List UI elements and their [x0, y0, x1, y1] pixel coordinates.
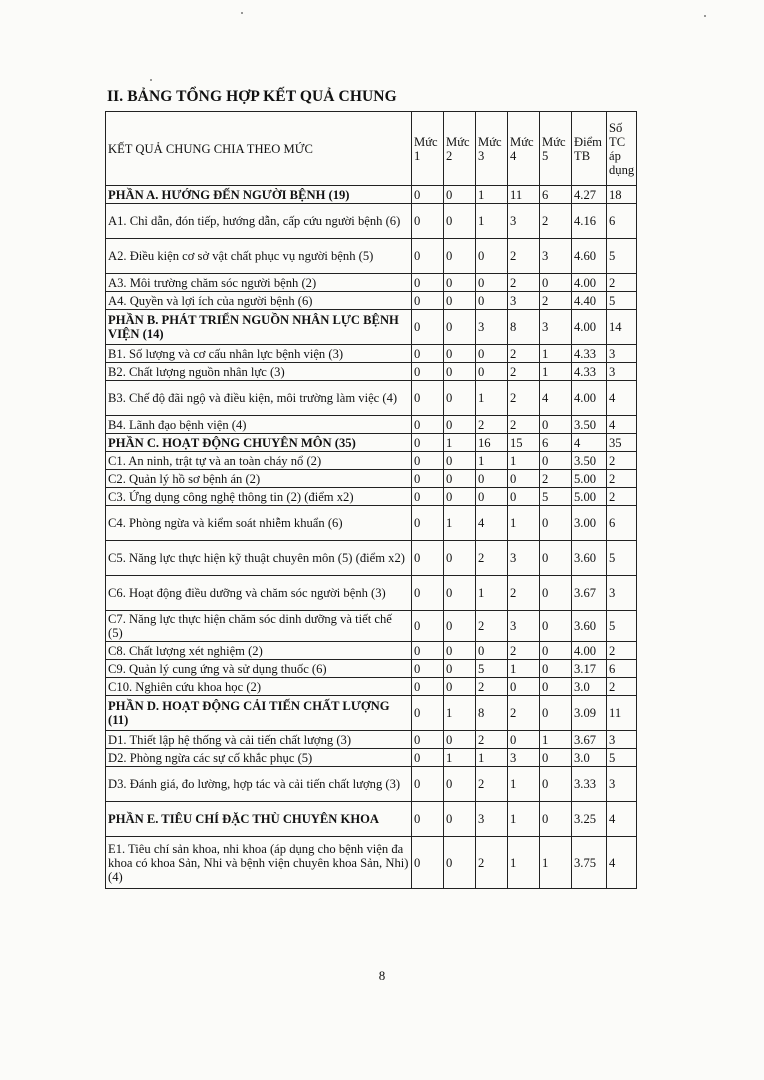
row-cell-m4: 2: [508, 274, 540, 292]
row-cell-tb: 4.60: [572, 239, 607, 274]
row-cell-so: 4: [607, 802, 637, 837]
row-cell-so: 14: [607, 310, 637, 345]
row-cell-m5: 6: [540, 186, 572, 204]
row-cell-tb: 4.16: [572, 204, 607, 239]
row-cell-m3: 0: [476, 363, 508, 381]
row-cell-m1: 0: [412, 767, 444, 802]
row-cell-so: 2: [607, 678, 637, 696]
row-cell-m5: 6: [540, 434, 572, 452]
row-cell-m4: 1: [508, 506, 540, 541]
table-row: [106, 678, 637, 696]
row-cell-m4: 1: [508, 452, 540, 470]
scan-speck: [150, 79, 152, 81]
row-label: C2. Quản lý hồ sơ bệnh án (2): [106, 470, 412, 488]
row-cell-so: 6: [607, 506, 637, 541]
row-cell-so: 3: [607, 731, 637, 749]
row-cell-m1: 0: [412, 837, 444, 889]
row-cell-m4: 1: [508, 837, 540, 889]
row-cell-tb: 3.0: [572, 678, 607, 696]
row-cell-m5: 1: [540, 731, 572, 749]
row-cell-m2: 0: [444, 488, 476, 506]
row-cell-tb: 3.00: [572, 506, 607, 541]
row-cell-m1: 0: [412, 434, 444, 452]
row-cell-m5: 0: [540, 274, 572, 292]
section-title: II. BẢNG TỔNG HỢP KẾT QUẢ CHUNG: [107, 88, 397, 105]
row-cell-m3: 2: [476, 767, 508, 802]
row-cell-m5: 1: [540, 363, 572, 381]
table-row: [106, 731, 637, 749]
table-row: [106, 488, 637, 506]
row-cell-m4: 11: [508, 186, 540, 204]
row-cell-m3: 1: [476, 186, 508, 204]
row-cell-m3: 2: [476, 678, 508, 696]
row-cell-m5: 0: [540, 749, 572, 767]
row-cell-m4: 2: [508, 345, 540, 363]
row-cell-m4: 0: [508, 488, 540, 506]
row-cell-m3: 0: [476, 642, 508, 660]
row-cell-m2: 0: [444, 541, 476, 576]
row-label: C4. Phòng ngừa và kiểm soát nhiễm khuẩn (6): [106, 506, 412, 541]
row-label: PHẦN C. HOẠT ĐỘNG CHUYÊN MÔN (35): [106, 434, 412, 452]
row-cell-so: 5: [607, 239, 637, 274]
row-cell-m4: 2: [508, 363, 540, 381]
row-cell-m3: 4: [476, 506, 508, 541]
row-cell-m1: 0: [412, 660, 444, 678]
row-cell-m3: 2: [476, 611, 508, 642]
row-cell-so: 2: [607, 274, 637, 292]
row-cell-m1: 0: [412, 470, 444, 488]
row-cell-tb: 3.75: [572, 837, 607, 889]
row-cell-m2: 0: [444, 381, 476, 416]
row-label: C1. An ninh, trật tự và an toàn cháy nổ (2): [106, 452, 412, 470]
row-cell-m2: 0: [444, 837, 476, 889]
row-cell-m5: 4: [540, 381, 572, 416]
row-cell-m5: 0: [540, 678, 572, 696]
row-cell-m4: 8: [508, 310, 540, 345]
row-label: PHẦN D. HOẠT ĐỘNG CẢI TIẾN CHẤT LƯỢNG (11): [106, 696, 412, 731]
header-level-3: Mức 3: [476, 112, 508, 186]
row-cell-m5: 0: [540, 696, 572, 731]
row-cell-so: 3: [607, 767, 637, 802]
row-cell-so: 6: [607, 204, 637, 239]
row-cell-m1: 0: [412, 274, 444, 292]
row-cell-tb: 5.00: [572, 488, 607, 506]
row-cell-m4: 1: [508, 660, 540, 678]
header-average-score: Điểm TB: [572, 112, 607, 186]
row-cell-m5: 0: [540, 541, 572, 576]
row-cell-m5: 0: [540, 802, 572, 837]
row-cell-m4: 3: [508, 541, 540, 576]
row-cell-m2: 0: [444, 767, 476, 802]
row-cell-m5: 0: [540, 506, 572, 541]
row-label: PHẦN A. HƯỚNG ĐẾN NGƯỜI BỆNH (19): [106, 186, 412, 204]
row-cell-m1: 0: [412, 204, 444, 239]
table-header-row: [106, 112, 637, 186]
row-cell-m4: 2: [508, 416, 540, 434]
row-label: C5. Năng lực thực hiện kỹ thuật chuyên môn (5) (điểm x2): [106, 541, 412, 576]
header-level-1: Mức 1: [412, 112, 444, 186]
row-cell-m4: 15: [508, 434, 540, 452]
row-cell-m2: 1: [444, 434, 476, 452]
row-cell-m2: 0: [444, 678, 476, 696]
row-cell-m1: 0: [412, 696, 444, 731]
row-cell-m1: 0: [412, 488, 444, 506]
row-cell-m3: 1: [476, 204, 508, 239]
table-row: [106, 345, 637, 363]
row-cell-m1: 0: [412, 345, 444, 363]
row-cell-so: 11: [607, 696, 637, 731]
row-cell-m1: 0: [412, 506, 444, 541]
row-cell-tb: 4.33: [572, 363, 607, 381]
row-cell-m2: 0: [444, 576, 476, 611]
row-cell-m4: 0: [508, 470, 540, 488]
row-cell-m4: 2: [508, 696, 540, 731]
row-cell-m2: 0: [444, 345, 476, 363]
row-cell-m4: 3: [508, 204, 540, 239]
row-cell-so: 5: [607, 541, 637, 576]
header-level-5: Mức 5: [540, 112, 572, 186]
header-applied-count: Số TC áp dụng: [607, 112, 637, 186]
row-cell-m4: 3: [508, 292, 540, 310]
row-cell-tb: 3.67: [572, 731, 607, 749]
table-row: [106, 611, 637, 642]
row-cell-m4: 2: [508, 239, 540, 274]
table-row: [106, 239, 637, 274]
row-cell-m2: 0: [444, 274, 476, 292]
row-cell-m4: 3: [508, 611, 540, 642]
row-cell-tb: 3.50: [572, 452, 607, 470]
row-cell-m4: 2: [508, 642, 540, 660]
row-cell-m4: 3: [508, 749, 540, 767]
row-cell-m2: 0: [444, 660, 476, 678]
row-label: B1. Số lượng và cơ cấu nhân lực bệnh viện (3): [106, 345, 412, 363]
row-cell-so: 2: [607, 470, 637, 488]
row-cell-m3: 1: [476, 576, 508, 611]
row-cell-so: 4: [607, 837, 637, 889]
row-cell-m1: 0: [412, 731, 444, 749]
row-cell-m2: 0: [444, 611, 476, 642]
row-cell-so: 2: [607, 642, 637, 660]
row-cell-tb: 4.00: [572, 381, 607, 416]
row-cell-m5: 1: [540, 837, 572, 889]
row-cell-so: 2: [607, 452, 637, 470]
row-label: C6. Hoạt động điều dưỡng và chăm sóc người bệnh (3): [106, 576, 412, 611]
row-label: C8. Chất lượng xét nghiệm (2): [106, 642, 412, 660]
scan-speck: [241, 12, 243, 14]
row-cell-m2: 0: [444, 452, 476, 470]
row-cell-m1: 0: [412, 642, 444, 660]
table-row: [106, 837, 637, 889]
table-row: [106, 541, 637, 576]
row-cell-m5: 0: [540, 767, 572, 802]
row-cell-tb: 3.60: [572, 541, 607, 576]
row-cell-m2: 1: [444, 696, 476, 731]
row-cell-so: 5: [607, 749, 637, 767]
row-cell-m5: 0: [540, 642, 572, 660]
row-cell-m2: 1: [444, 506, 476, 541]
row-cell-tb: 4.27: [572, 186, 607, 204]
table-row: [106, 470, 637, 488]
row-cell-m5: 2: [540, 204, 572, 239]
row-cell-m2: 0: [444, 310, 476, 345]
section-row: [106, 802, 637, 837]
row-cell-m3: 1: [476, 452, 508, 470]
table-row: [106, 381, 637, 416]
row-cell-so: 3: [607, 576, 637, 611]
row-cell-tb: 3.50: [572, 416, 607, 434]
row-cell-tb: 3.25: [572, 802, 607, 837]
row-cell-tb: 4: [572, 434, 607, 452]
row-cell-m1: 0: [412, 576, 444, 611]
row-cell-m3: 0: [476, 292, 508, 310]
row-label: C7. Năng lực thực hiện chăm sóc dinh dưỡng và tiết chế (5): [106, 611, 412, 642]
row-cell-so: 4: [607, 381, 637, 416]
row-cell-m1: 0: [412, 749, 444, 767]
section-row: [106, 186, 637, 204]
row-label: D2. Phòng ngừa các sự cố khắc phục (5): [106, 749, 412, 767]
row-cell-so: 6: [607, 660, 637, 678]
row-cell-m1: 0: [412, 678, 444, 696]
row-cell-so: 35: [607, 434, 637, 452]
row-cell-m1: 0: [412, 416, 444, 434]
section-row: [106, 434, 637, 452]
header-label: KẾT QUẢ CHUNG CHIA THEO MỨC: [106, 112, 412, 186]
row-cell-m5: 1: [540, 345, 572, 363]
row-cell-m5: 3: [540, 239, 572, 274]
row-label: E1. Tiêu chí sản khoa, nhi khoa (áp dụng cho bệnh viện đa khoa có khoa Sản, Nhi và bệnh viện chuyên khoa Sản, Nhi) (4): [106, 837, 412, 889]
row-cell-m4: 2: [508, 576, 540, 611]
row-cell-m5: 0: [540, 452, 572, 470]
table-row: [106, 416, 637, 434]
row-cell-m4: 0: [508, 731, 540, 749]
table-row: [106, 452, 637, 470]
row-cell-tb: 3.09: [572, 696, 607, 731]
row-cell-m3: 2: [476, 416, 508, 434]
table-row: [106, 506, 637, 541]
row-cell-so: 18: [607, 186, 637, 204]
results-table: [105, 111, 637, 889]
row-cell-m3: 2: [476, 731, 508, 749]
row-cell-m5: 3: [540, 310, 572, 345]
row-cell-m2: 0: [444, 239, 476, 274]
row-cell-m1: 0: [412, 381, 444, 416]
row-cell-m3: 5: [476, 660, 508, 678]
row-cell-m5: 0: [540, 611, 572, 642]
table-row: [106, 204, 637, 239]
section-row: [106, 310, 637, 345]
row-cell-tb: 4.00: [572, 274, 607, 292]
table-row: [106, 292, 637, 310]
scan-speck: [704, 15, 706, 17]
row-label: A2. Điều kiện cơ sở vật chất phục vụ người bệnh (5): [106, 239, 412, 274]
row-cell-m2: 0: [444, 416, 476, 434]
row-cell-m3: 2: [476, 541, 508, 576]
row-label: PHẦN B. PHÁT TRIỂN NGUỒN NHÂN LỰC BỆNH VIỆN (14): [106, 310, 412, 345]
row-cell-m3: 3: [476, 310, 508, 345]
row-label: D3. Đánh giá, đo lường, hợp tác và cải tiến chất lượng (3): [106, 767, 412, 802]
table-row: [106, 274, 637, 292]
row-label: B4. Lãnh đạo bệnh viện (4): [106, 416, 412, 434]
table-row: [106, 660, 637, 678]
row-cell-tb: 4.00: [572, 642, 607, 660]
row-cell-m3: 0: [476, 239, 508, 274]
row-cell-m4: 1: [508, 802, 540, 837]
row-cell-so: 4: [607, 416, 637, 434]
row-cell-so: 3: [607, 363, 637, 381]
row-cell-m1: 0: [412, 292, 444, 310]
row-cell-tb: 4.00: [572, 310, 607, 345]
header-level-2: Mức 2: [444, 112, 476, 186]
header-level-4: Mức 4: [508, 112, 540, 186]
row-cell-m2: 0: [444, 802, 476, 837]
page-number: 8: [378, 968, 386, 983]
row-label: A4. Quyền và lợi ích của người bệnh (6): [106, 292, 412, 310]
row-label: B3. Chế độ đãi ngộ và điều kiện, môi trường làm việc (4): [106, 381, 412, 416]
row-cell-m5: 2: [540, 470, 572, 488]
table-row: [106, 767, 637, 802]
row-cell-tb: 4.40: [572, 292, 607, 310]
row-cell-m4: 1: [508, 767, 540, 802]
row-label: B2. Chất lượng nguồn nhân lực (3): [106, 363, 412, 381]
row-cell-m2: 0: [444, 204, 476, 239]
row-cell-m3: 3: [476, 802, 508, 837]
row-cell-m2: 1: [444, 749, 476, 767]
row-cell-m1: 0: [412, 452, 444, 470]
table-row: [106, 642, 637, 660]
row-cell-tb: 4.33: [572, 345, 607, 363]
row-cell-m1: 0: [412, 541, 444, 576]
row-cell-m3: 1: [476, 381, 508, 416]
row-cell-m2: 0: [444, 642, 476, 660]
row-cell-m3: 2: [476, 837, 508, 889]
row-cell-m3: 8: [476, 696, 508, 731]
row-cell-m1: 0: [412, 802, 444, 837]
row-cell-so: 5: [607, 611, 637, 642]
row-cell-so: 3: [607, 345, 637, 363]
row-cell-m3: 0: [476, 488, 508, 506]
row-cell-m1: 0: [412, 310, 444, 345]
row-cell-m1: 0: [412, 239, 444, 274]
row-cell-m4: 2: [508, 381, 540, 416]
row-cell-tb: 5.00: [572, 470, 607, 488]
row-cell-m3: 0: [476, 274, 508, 292]
row-label: A1. Chỉ dẫn, đón tiếp, hướng dẫn, cấp cứu người bệnh (6): [106, 204, 412, 239]
row-cell-m2: 0: [444, 292, 476, 310]
row-cell-tb: 3.33: [572, 767, 607, 802]
row-cell-m3: 0: [476, 470, 508, 488]
row-cell-m3: 1: [476, 749, 508, 767]
row-cell-m5: 0: [540, 660, 572, 678]
row-cell-tb: 3.0: [572, 749, 607, 767]
row-label: C3. Ứng dụng công nghệ thông tin (2) (điểm x2): [106, 488, 412, 506]
row-cell-m3: 16: [476, 434, 508, 452]
row-cell-m5: 0: [540, 416, 572, 434]
table-row: [106, 576, 637, 611]
row-cell-m3: 0: [476, 345, 508, 363]
row-cell-m5: 2: [540, 292, 572, 310]
table-row: [106, 749, 637, 767]
table-row: [106, 363, 637, 381]
row-cell-m2: 0: [444, 363, 476, 381]
section-row: [106, 696, 637, 731]
row-cell-m5: 0: [540, 576, 572, 611]
row-cell-m5: 5: [540, 488, 572, 506]
row-label: C10. Nghiên cứu khoa học (2): [106, 678, 412, 696]
row-cell-m1: 0: [412, 186, 444, 204]
row-cell-so: 2: [607, 488, 637, 506]
row-label: D1. Thiết lập hệ thống và cải tiến chất lượng (3): [106, 731, 412, 749]
row-cell-tb: 3.17: [572, 660, 607, 678]
row-cell-m1: 0: [412, 611, 444, 642]
row-label: A3. Môi trường chăm sóc người bệnh (2): [106, 274, 412, 292]
row-cell-so: 5: [607, 292, 637, 310]
row-cell-tb: 3.67: [572, 576, 607, 611]
row-label: C9. Quản lý cung ứng và sử dụng thuốc (6): [106, 660, 412, 678]
row-cell-m2: 0: [444, 186, 476, 204]
row-label: PHẦN E. TIÊU CHÍ ĐẶC THÙ CHUYÊN KHOA: [106, 802, 412, 837]
row-cell-m2: 0: [444, 470, 476, 488]
row-cell-m4: 0: [508, 678, 540, 696]
row-cell-m1: 0: [412, 363, 444, 381]
row-cell-tb: 3.60: [572, 611, 607, 642]
row-cell-m2: 0: [444, 731, 476, 749]
